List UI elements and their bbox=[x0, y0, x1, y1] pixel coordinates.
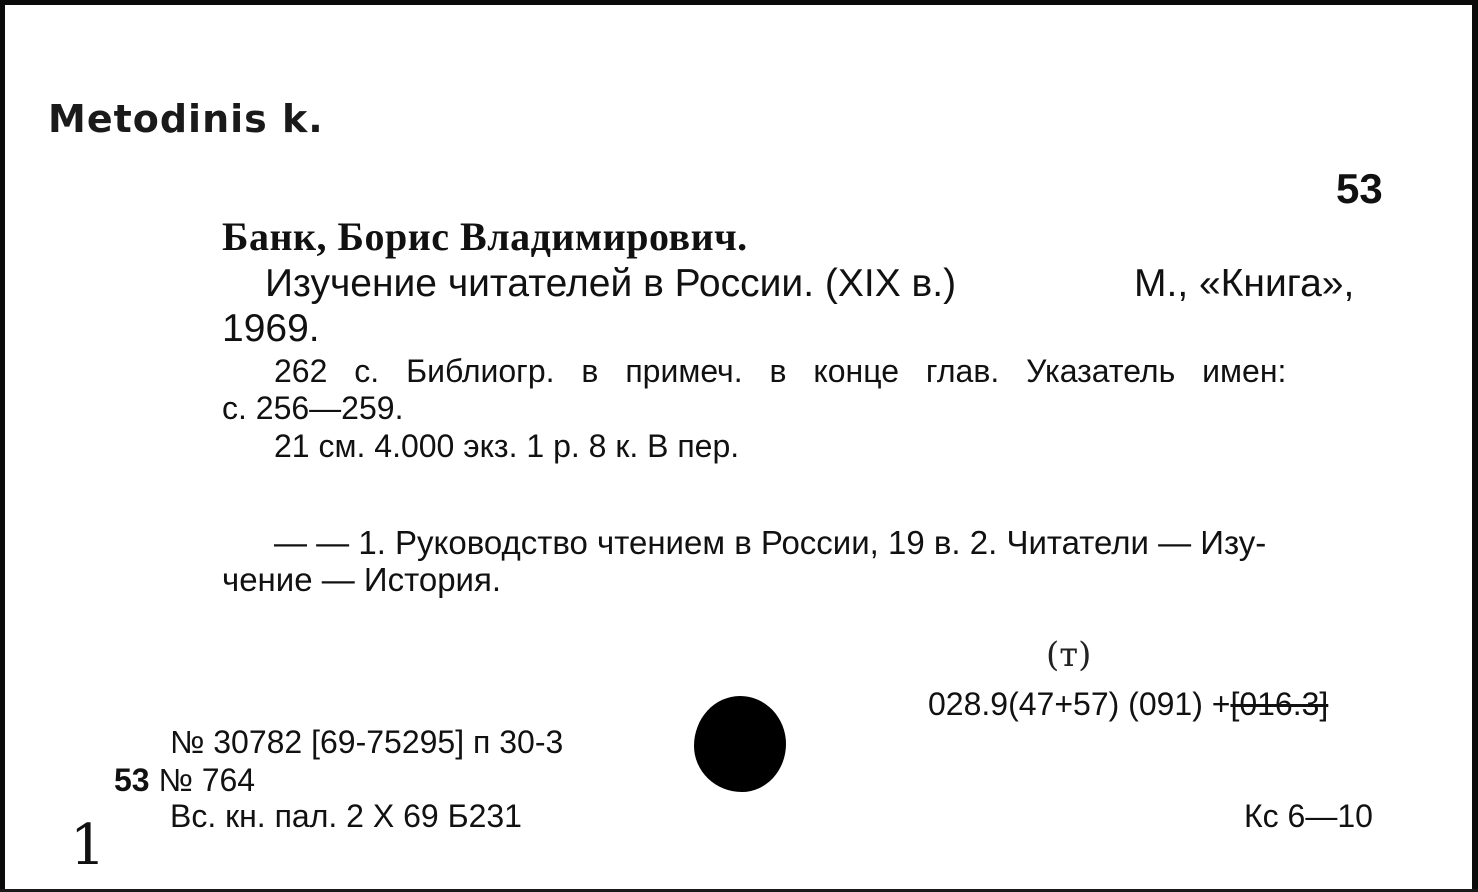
handwritten-mark: (т) bbox=[1046, 635, 1092, 675]
book-title: Изучение читателей в России. (XIX в.) bbox=[265, 262, 957, 305]
collation-line-2: с. 256—259. bbox=[222, 390, 404, 426]
udc-classification bbox=[928, 688, 1328, 720]
udc-main: 028.9(47+57) (091) + bbox=[928, 686, 1231, 722]
author-heading: Банк, Борис Владимирович. bbox=[222, 214, 748, 259]
card-number: 53 bbox=[1336, 165, 1383, 212]
card-top-edge bbox=[0, 0, 1478, 5]
entry-number bbox=[114, 764, 255, 796]
library-stamp: Metodinis k. bbox=[48, 97, 324, 141]
subject-headings-line-1: — — 1. Руководство чтением в России, 19 в. 2. Читатели — Изу- bbox=[274, 524, 1267, 561]
publication-year: 1969. bbox=[222, 307, 320, 350]
card-right-edge bbox=[1472, 0, 1478, 892]
physical-description: 21 см. 4.000 экз. 1 р. 8 к. В пер. bbox=[274, 428, 740, 464]
kc-code: Кс 6—10 bbox=[1244, 798, 1373, 834]
subject-headings-line-2: чение — История. bbox=[222, 561, 502, 598]
publisher: М., «Книга», bbox=[1134, 262, 1355, 305]
entry-number-bold: 53 bbox=[114, 762, 150, 798]
punched-hole bbox=[694, 696, 786, 792]
card-left-edge bbox=[0, 0, 5, 892]
collation-line-1: 262 с. Библиогр. в примеч. в конце глав. Указатель имен: bbox=[274, 353, 1287, 389]
registration-number: № 30782 [69-75295] п 30-3 bbox=[170, 724, 564, 760]
handwritten-corner-mark: 1 bbox=[70, 813, 106, 878]
print-info: Вс. кн. пал. 2 Х 69 Б231 bbox=[170, 798, 522, 834]
udc-struck-out: [016.3] bbox=[1230, 686, 1329, 722]
entry-number-rest: № 764 bbox=[149, 762, 256, 798]
